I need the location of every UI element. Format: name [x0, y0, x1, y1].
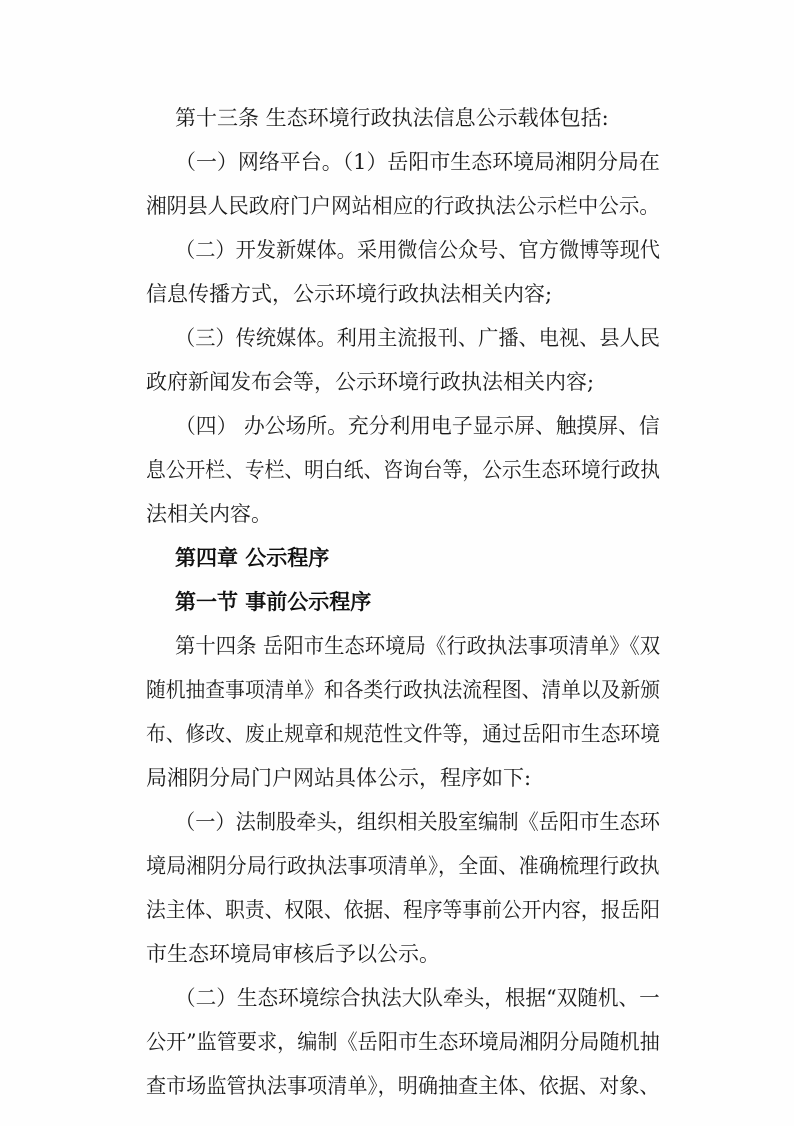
paragraph-line: 市生态环境局审核后予以公示。	[146, 942, 440, 966]
paragraph-line: 境局湘阴分局行政执法事项清单》，全面、准确梳理行政执	[146, 854, 660, 878]
paragraph-line: 布、修改、废止规章和规范性文件等，通过岳阳市生态环境	[146, 722, 661, 746]
paragraph-line: （二）开发新媒体。采用微信公众号、官方微博等现代	[175, 238, 660, 262]
paragraph-line: 法主体、职责、权限、依据、程序等事前公开内容，报岳阳	[146, 898, 661, 922]
article-14-title: 第十四条 岳阳市生态环境局《行政执法事项清单》《双	[175, 634, 661, 658]
paragraph-line: 湘阴县人民政府门户网站相应的行政执法公示栏中公示。	[146, 194, 660, 218]
paragraph-line: （三）传统媒体。利用主流报刊、广播、电视、县人民	[175, 326, 660, 350]
paragraph-line: 信息传播方式，公示环境行政执法相关内容;	[146, 282, 553, 306]
paragraph-line: 随机抽查事项清单》和各类行政执法流程图、清单以及新颁	[146, 678, 661, 702]
paragraph-line: （四） 办公场所。充分利用电子显示屏、触摸屏、信	[175, 414, 660, 438]
paragraph-line: 查市场监管执法事项清单》，明确抽查主体、依据、对象、	[146, 1074, 660, 1098]
paragraph-line: 局湘阴分局门户网站具体公示，程序如下:	[146, 766, 532, 790]
section-heading: 第一节 事前公示程序	[175, 590, 372, 614]
chapter-heading: 第四章 公示程序	[175, 546, 330, 570]
paragraph-line: （一）法制股牵头，组织相关股室编制《岳阳市生态环	[175, 810, 660, 834]
paragraph-line: 政府新闻发布会等，公示环境行政执法相关内容;	[146, 370, 595, 394]
paragraph-line: （二）生态环境综合执法大队牵头，根据“双随机、一	[175, 986, 660, 1010]
paragraph-line: 法相关内容。	[146, 502, 272, 526]
paragraph-line: 息公开栏、专栏、明白纸、咨询台等，公示生态环境行政执	[146, 458, 661, 482]
article-13-title: 第十三条 生态环境行政执法信息公示载体包括:	[175, 106, 609, 130]
paragraph-line: 公开”监管要求，编制《岳阳市生态环境局湘阴分局随机抽	[146, 1030, 660, 1054]
paragraph-line: （一）网络平台。（1）岳阳市生态环境局湘阴分局在	[175, 150, 660, 174]
